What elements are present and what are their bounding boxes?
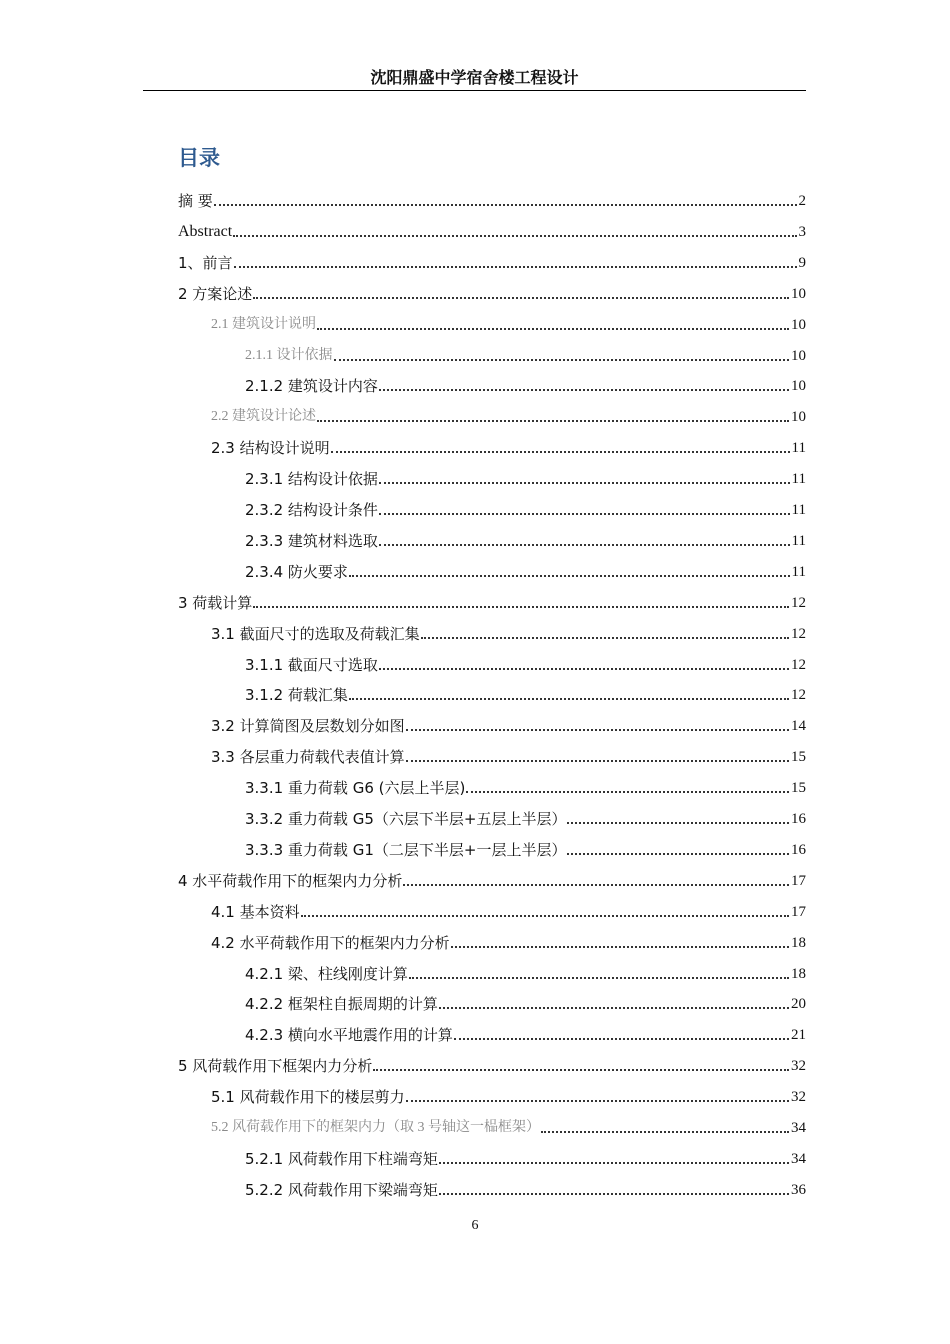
toc-entry[interactable]: [245, 992, 806, 1014]
toc-entry-page: 36: [791, 1181, 806, 1198]
toc-entry-label: 2.3 结构设计说明: [211, 439, 330, 458]
toc-dot-leader: [373, 1069, 789, 1071]
toc-entry[interactable]: [245, 683, 806, 705]
toc-entry-label: 2.3.2 结构设计条件: [245, 501, 378, 519]
toc-entry-label: 5 风荷载作用下框架内力分析: [178, 1057, 373, 1076]
toc-entry-page: 11: [791, 532, 806, 549]
toc-entry[interactable]: [245, 776, 806, 798]
toc-entry-page: 11: [791, 502, 806, 518]
toc-entry[interactable]: [245, 653, 806, 675]
toc-entry-label: 2.1.1 设计依据: [245, 347, 333, 363]
toc-dot-leader: [334, 359, 790, 361]
toc-entry-page: 2: [798, 193, 806, 209]
toc-entry-page: 10: [791, 409, 806, 426]
toc-entry-page: 10: [791, 285, 806, 302]
toc-dot-leader: [409, 977, 789, 979]
toc-entry[interactable]: [211, 436, 806, 458]
toc-entry-label: 4.2.2 框架柱自振周期的计算: [245, 995, 438, 1014]
toc-entry-page: 12: [791, 594, 806, 611]
toc-entry[interactable]: [245, 498, 806, 520]
toc-entry[interactable]: [211, 900, 806, 922]
toc-entry-page: 3: [798, 223, 806, 240]
toc-dot-leader: [379, 482, 790, 484]
toc-dot-leader: [301, 915, 789, 917]
toc-entry-label: 2.1.2 建筑设计内容: [245, 377, 378, 396]
toc-dot-leader: [406, 729, 789, 731]
toc-entry[interactable]: [178, 869, 806, 891]
toc-dot-leader: [214, 204, 797, 206]
toc-entry[interactable]: [211, 745, 806, 767]
toc-title: 目录: [178, 146, 220, 170]
toc-entry-label: 4.1 基本资料: [211, 902, 300, 921]
toc-dot-leader: [406, 760, 789, 762]
toc-entry-page: 15: [791, 780, 806, 797]
toc-dot-leader: [349, 698, 789, 700]
toc-entry-label: 2.3.1 结构设计依据: [245, 470, 378, 489]
toc-entry-label: 5.2 风荷载作用下的框架内力（取 3 号轴这一榀框架）: [211, 1120, 540, 1135]
toc-dot-leader: [349, 575, 790, 577]
toc-entry-page: 16: [791, 841, 806, 858]
toc-entry-label: 3.1 截面尺寸的选取及荷载汇集: [211, 624, 420, 643]
toc-entry-label: 3.1.2 荷载汇集: [245, 686, 348, 705]
toc-dot-leader: [233, 235, 796, 237]
toc-dot-leader: [331, 451, 790, 453]
toc-dot-leader: [317, 420, 789, 422]
toc-entry-page: 17: [791, 872, 806, 889]
toc-entry-label: 4 水平荷载作用下的框架内力分析: [178, 871, 403, 890]
toc-entry-page: 10: [791, 316, 806, 333]
toc-entry-page: 9: [798, 254, 806, 271]
toc-entry[interactable]: [245, 1147, 806, 1169]
toc-entry-label: 3.3.3 重力荷载 G1（二层下半层+一层上半层）: [245, 840, 567, 859]
toc-entry-page: 17: [791, 903, 806, 920]
toc-entry[interactable]: [211, 714, 806, 736]
toc-entry-page: 15: [791, 749, 806, 766]
running-header: 沈阳鼎盛中学宿舍楼工程设计: [143, 66, 806, 91]
toc-dot-leader: [451, 946, 789, 948]
toc-entry-page: 21: [791, 1027, 806, 1044]
toc-entry[interactable]: [178, 220, 806, 242]
toc-dot-leader: [466, 791, 789, 793]
toc-dot-leader: [253, 297, 789, 299]
toc-entry[interactable]: [178, 1054, 806, 1076]
toc-entry-label: 4.2.3 横向水平地震作用的计算: [245, 1026, 453, 1045]
toc-entry-label: 3.1.1 截面尺寸选取: [245, 655, 378, 674]
page-number: 6: [471, 1218, 479, 1233]
toc-entry-page: 16: [791, 811, 806, 827]
toc-entry-page: 12: [791, 656, 806, 673]
toc-entry-label: 5.2.2 风荷载作用下梁端弯矩: [245, 1180, 438, 1199]
toc-dot-leader: [379, 544, 790, 546]
toc-entry[interactable]: [245, 374, 806, 396]
toc-entry[interactable]: [245, 1023, 806, 1045]
toc-entry-label: 2 方案论述: [178, 284, 253, 303]
toc-entry-page: 10: [791, 347, 806, 364]
toc-dot-leader: [379, 389, 789, 391]
toc-entry[interactable]: [178, 189, 806, 211]
toc-dot-leader: [406, 1100, 789, 1102]
toc-entry-page: 12: [791, 687, 806, 704]
toc-entry-label: 4.2 水平荷载作用下的框架内力分析: [211, 933, 450, 952]
toc-entry-label: 2.3.4 防火要求: [245, 562, 348, 581]
toc-entry-page: 20: [791, 996, 806, 1013]
toc-entry-label: 3.3.1 重力荷载 G6 (六层上半层): [245, 779, 466, 798]
toc-entry-page: 18: [791, 934, 806, 951]
toc-entry[interactable]: [211, 1085, 806, 1107]
toc-entry[interactable]: [245, 467, 806, 489]
toc-entry[interactable]: [211, 405, 806, 427]
toc-entry-label: 4.2.1 梁、柱线刚度计算: [245, 964, 408, 983]
toc-dot-leader: [439, 1162, 789, 1164]
toc-entry-page: 12: [791, 625, 806, 642]
toc-dot-leader: [403, 884, 789, 886]
toc-entry-label: 摘 要: [178, 192, 213, 210]
toc-entry-page: 34: [791, 1150, 806, 1167]
toc-entry-label: 3 荷载计算: [178, 593, 253, 612]
toc-entry-label: 2.3.3 建筑材料选取: [245, 531, 378, 550]
toc-dot-leader: [317, 328, 789, 330]
toc-entry-page: 32: [791, 1089, 806, 1106]
toc-entry[interactable]: [245, 807, 806, 829]
toc-entry[interactable]: [245, 344, 806, 366]
toc-dot-leader: [379, 668, 789, 670]
toc-entry-label: 1、前言: [178, 253, 233, 272]
toc-entry[interactable]: [245, 529, 806, 551]
toc-entry-label: Abstract: [178, 222, 233, 240]
toc-entry-label: 3.3.2 重力荷载 G5（六层下半层+五层上半层）: [245, 810, 567, 828]
toc-entry[interactable]: [245, 1178, 806, 1200]
toc-entry[interactable]: [211, 1116, 806, 1138]
toc-dot-leader: [439, 1007, 789, 1009]
toc-dot-leader: [567, 822, 789, 824]
toc-entry[interactable]: [178, 591, 806, 613]
toc-entry[interactable]: [245, 962, 806, 984]
toc-entry-label: 5.1 风荷载作用下的楼层剪力: [211, 1088, 405, 1107]
toc-entry[interactable]: [245, 838, 806, 860]
toc-dot-leader: [421, 637, 789, 639]
toc-entry[interactable]: [211, 931, 806, 953]
toc-dot-leader: [439, 1193, 789, 1195]
toc-entry-label: 5.2.1 风荷载作用下柱端弯矩: [245, 1149, 438, 1168]
toc-entry-label: 3.2 计算简图及层数划分如图: [211, 717, 405, 736]
toc-entry-label: 2.2 建筑设计论述: [211, 409, 316, 425]
toc-dot-leader: [454, 1038, 789, 1040]
toc-dot-leader: [234, 266, 797, 268]
toc-entry-page: 18: [791, 965, 806, 982]
toc-entry-page: 34: [791, 1120, 806, 1136]
toc-dot-leader: [567, 853, 789, 855]
toc-entry-page: 11: [791, 563, 806, 580]
toc-dot-leader: [541, 1131, 789, 1133]
toc-entry[interactable]: [211, 622, 806, 644]
toc-entry[interactable]: [245, 560, 806, 582]
toc-entry-page: 10: [791, 378, 806, 395]
toc-entry-page: 11: [791, 440, 806, 457]
toc-entry-page: 11: [791, 471, 806, 488]
toc-entry-page: 32: [791, 1058, 806, 1075]
toc-dot-leader: [379, 513, 790, 515]
toc-entry-label: 3.3 各层重力荷载代表值计算: [211, 748, 405, 767]
toc-entry[interactable]: [178, 282, 806, 304]
toc-dot-leader: [253, 606, 789, 608]
toc-entry[interactable]: [211, 313, 806, 335]
toc-entry-page: 14: [791, 718, 806, 735]
toc-entry-label: 2.1 建筑设计说明: [211, 316, 316, 332]
toc-entry[interactable]: [178, 251, 806, 273]
